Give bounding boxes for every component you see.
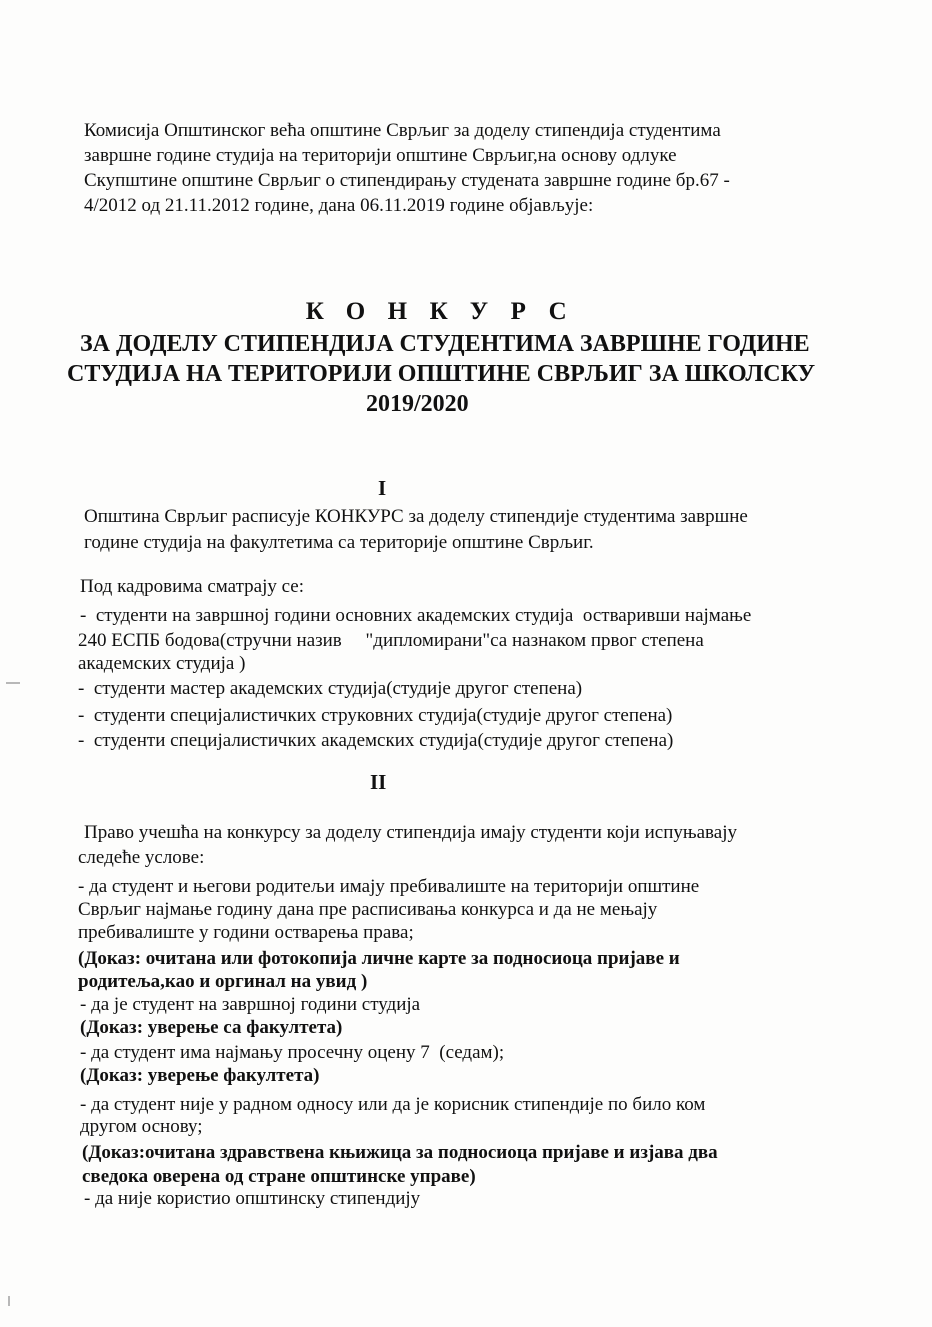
proof-line: (Доказ: уверење факултета) <box>80 1065 320 1086</box>
condition-line: - да студент има најмању просечну оцену 7 (седам); <box>80 1042 505 1063</box>
condition-line: - да није користио општинску стипендију <box>84 1188 421 1209</box>
condition-line: другом основу; <box>80 1116 203 1137</box>
proof-line: (Доказ:очитана здравствена књижица за подносиоца пријаве и изјава два <box>82 1142 718 1163</box>
cadres-heading: Под кадровима сматрају се: <box>80 576 304 597</box>
scan-mark <box>8 1296 10 1306</box>
intro-line: завршне године студија на територији општине Сврљиг,на основу одлуке <box>84 145 677 166</box>
cadres-item: - студенти специјалистичких струковних студија(студије другог степена) <box>78 705 673 726</box>
intro-line: 4/2012 од 21.11.2012 године, дана 06.11.2019 године објављује: <box>84 195 594 216</box>
document-subtitle-line: ЗА ДОДЕЛУ СТИПЕНДИЈА СТУДЕНТИМА ЗАВРШНЕ ГОДИНЕ <box>80 331 810 357</box>
document-title: КОНКУРС <box>305 298 590 325</box>
paragraph-line: Општина Сврљиг расписује КОНКУРС за доделу стипендије студентима завршне <box>84 506 748 527</box>
condition-line: пребивалиште у години остварења права; <box>78 922 414 943</box>
condition-line: - да студент и његови родитељи имају пребивалиште на територији општине <box>78 876 700 897</box>
section-number: I <box>378 476 387 500</box>
cadres-item: академских студија ) <box>78 653 246 674</box>
condition-line: следеће услове: <box>78 847 205 868</box>
intro-line: Скупштине општине Сврљиг о стипендирању студената завршне године бр.67 - <box>84 170 730 191</box>
document-subtitle-line: СТУДИЈА НА ТЕРИТОРИЈИ ОПШТИНЕ СВРЉИГ ЗА ШКОЛСКУ <box>67 361 816 387</box>
cadres-item: 240 ЕСПБ бодова(стручни назив "дипломирани"са назнаком првог степена <box>78 630 704 651</box>
paragraph-line: године студија на факултетима са територије општине Сврљиг. <box>84 532 594 553</box>
proof-line: сведока оверена од стране општинске управе) <box>82 1166 476 1187</box>
intro-line: Комисија Општинског већа општине Сврљиг за доделу стипендија студентима <box>84 120 721 141</box>
cadres-item: - студенти мастер академских студија(студије другог степена) <box>78 678 583 699</box>
proof-line: (Доказ: уверење са факултета) <box>80 1017 343 1038</box>
section-number: II <box>370 770 387 794</box>
condition-line: Сврљиг најмање годину дана пре расписивања конкурса и да не мењају <box>78 899 658 920</box>
document-subtitle-line: 2019/2020 <box>366 391 469 417</box>
proof-line: родитеља,као и оргинал на увид ) <box>78 971 368 992</box>
condition-line: Право учешћа на конкурсу за доделу стипендија имају студенти који испуњавају <box>84 822 737 843</box>
scan-mark <box>6 682 20 684</box>
cadres-item: - студенти специјалистичких академских студија(студије другог степена) <box>78 730 674 751</box>
condition-line: - да је студент на завршној години студија <box>80 994 421 1015</box>
condition-line: - да студент није у радном односу или да је корисник стипендије по било ком <box>80 1094 706 1115</box>
proof-line: (Доказ: очитана или фотокопија личне карте за подносиоца пријаве и <box>78 948 680 969</box>
cadres-item: - студенти на завршној години основних академских студија остваривши најмање <box>80 605 752 626</box>
